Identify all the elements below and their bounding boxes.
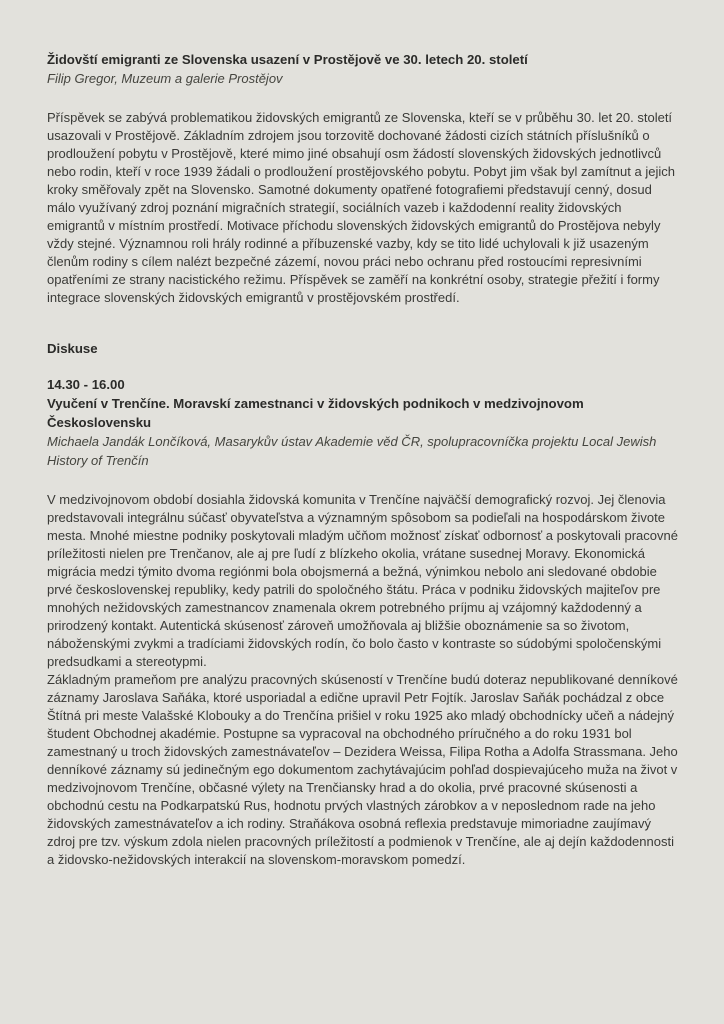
session2-speaker: Michaela Jandák Lončíková, Masarykův ústav Akademie věd ČR, spolupracovníčka projektu Local Jewish History of Trenčín bbox=[47, 434, 657, 468]
session2-abstract-paragraph-1: V medzivojnovom období dosiahla židovská komunita v Trenčíne najväčší demografický rozvoj. Jej členovia predstavovali integrálnu súčasť obyvateľstva a významným spôsobom sa podieľali na hospodárskom živote mesta. Mnohé miestne podniky poskytovali mladým učňom možnosť získať odbornosť a poskytovali pracovné príležitosti nielen pre Trenčanov, ale aj pre ľudí z blízkeho okolia, vrátane susednej Moravy. Ekonomická migrácia medzi týmito dvoma regiónmi bola obojsmerná a bežná, výnimkou nebolo ani sledované obdobie prvé československej republiky, kedy patrili do spoločného štátu. Práca v podniku židovských majiteľov pre mnohých nežidovských zamestnancov znamenala okrem potrebného príjmu aj vzájomný každodenný a prirodzený kontakt. Autentická skúsenosť zároveň umožňovala aj bližšie oboznámenie sa so životom, náboženskými zvykmi a tradíciami židovských rodín, čo bolo často v kontraste so súdobými spoločenskými predsudkami a stereotypmi. bbox=[47, 492, 678, 669]
session1-title: Židovští emigranti ze Slovenska usazení v Prostějově ve 30. letech 20. století bbox=[47, 52, 528, 67]
discussion-heading: Diskuse bbox=[47, 341, 98, 356]
session2-abstract-paragraph-2: Základným prameňom pre analýzu pracovných skúseností v Trenčíne budú doteraz nepublikované denníkové záznamy Jaroslava Saňáka, ktoré usporiadal a edične upravil Petr Fojtík. Jaroslav Saňák pochádzal z obce Štítná pri meste Valašské Klobouky a do Trenčína prišiel v roku 1925 ako mladý obchodnícky učeň a nádejný študent Obchodnej akadémie. Postupne sa vypracoval na obchodného príručného a do roku 1931 bol zamestnaný u troch židovských zamestnávateľov – Dezidera Weissa, Filipa Rotha a Adolfa Strassmana. Jeho denníkové záznamy sú jedinečným ego dokumentom zachytávajúcim pohľad dospievajúceho muža na život v medzivojnovom Trenčíne, občasné výlety na Trenčiansky hrad a do okolia, prvé pracovné skúsenosti a obchodnú cestu na Podkarpatskú Rus, hodnotu prvých vlastných zárobkov a v neposlednom rade na jeho židovských zamestnávateľov a ich rodiny. Straňákova osobná reflexia predstavuje mimoriadne zaujímavý zdroj pre tzv. výskum zdola nielen pracovných príležitostí a podmienok v Trenčíne, ale aj dejín každodennosti a židovsko-nežidovských interakcií na slovenskom-moravskom pomedzí. bbox=[47, 672, 678, 867]
session1-block bbox=[47, 50, 679, 307]
session1-speaker: Filip Gregor, Muzeum a galerie Prostějov bbox=[47, 71, 283, 86]
page-content bbox=[47, 50, 679, 869]
session2-time: 14.30 - 16.00 bbox=[47, 377, 125, 392]
session2-block bbox=[47, 375, 679, 869]
session1-abstract bbox=[47, 109, 679, 307]
session2-title: Vyučení v Trenčíne. Moravskí zamestnanci v židovských podnikoch v medzivojnovom Československu bbox=[47, 396, 584, 430]
session1-abstract-text: Příspěvek se zabývá problematikou židovských emigrantů ze Slovenska, kteří se v průběhu 30. let 20. století usazovali v Prostějově. Základním zdrojem jsou torzovitě dochované žádosti cizích státních příslušníků o prodloužení pobytu v Prostějově, které mimo jiné obsahují osm žádostí slovenských židovských jednotlivců nebo rodin, kteří v roce 1939 žádali o prodloužení prostějovského pobytu. Pobyt jim však byl zamítnut a jejich kroky směřovaly zpět na Slovensko. Samotné dokumenty opatřené fotografiemi představují cenný, dosud málo využívaný zdroj poznání migračních strategií, sociálních vazeb i každodenní reality židovských emigrantů v místním prostředí. Motivace příchodu slovenských židovských emigrantů do Prostějova nebyly vždy stejné. Významnou roli hrály rodinné a příbuzenské vazby, kdy se tito lidé uchylovali k již usazeným členům rodiny s cílem nalézt bezpečné zázemí, novou práci nebo ochranu před rostoucími represivními opatřeními ze strany nacistického režimu. Příspěvek se zaměří na konkrétní osoby, strategie přežití i formy integrace slovenských židovských emigrantů v prostějovském prostředí. bbox=[47, 110, 675, 305]
session2-abstract bbox=[47, 491, 679, 869]
